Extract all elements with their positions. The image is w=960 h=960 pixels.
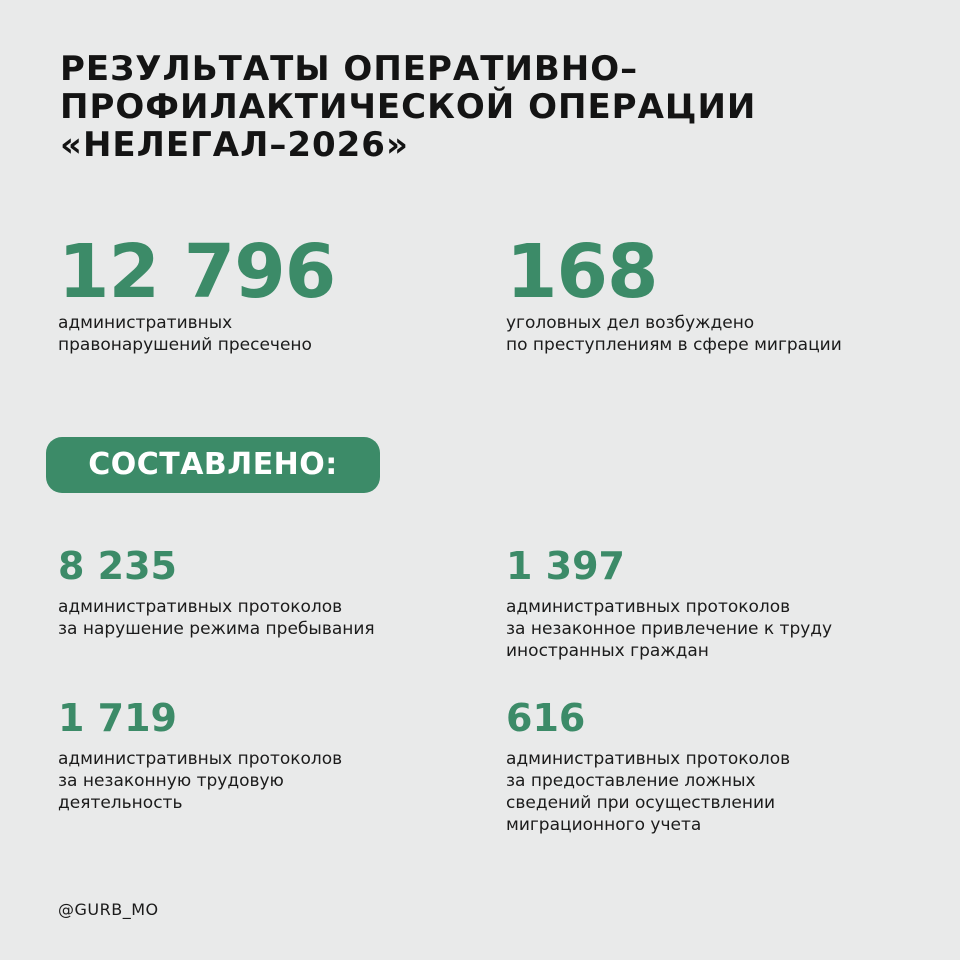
title-line-2: ПРОФИЛАКТИЧЕСКОЙ ОПЕРАЦИИ [60,87,757,127]
stat-offenses-suppressed [58,229,336,356]
title-line-1: РЕЗУЛЬТАТЫ ОПЕРАТИВНО– [60,49,639,89]
title-line-3: «НЕЛЕГАЛ–2026» [60,125,409,165]
stat-number: 12 796 [58,229,336,315]
section-label-badge: СОСТАВЛЕНО: [46,437,380,493]
stat-criminal-cases [506,229,842,356]
stat-illegal-work [58,696,342,814]
stat-description-line: деятельность [58,793,183,813]
stat-number: 616 [506,696,586,740]
stat-description-line: административных [58,313,233,333]
stat-description-line: уголовных дел возбуждено [506,313,755,333]
stat-description-line: миграционного учета [506,815,702,835]
stat-description-line: правонарушений пресечено [58,335,312,355]
stat-description-line: за незаконную трудовую [58,771,284,791]
stat-false-information [506,696,790,836]
social-handle: @GURB_MO [58,900,159,919]
stat-number: 1 397 [506,544,625,588]
stat-number: 8 235 [58,544,177,588]
page-title [60,50,920,164]
stat-number: 168 [506,229,658,315]
stat-description-line: по преступлениям в сфере миграции [506,335,842,355]
stat-residence-violations [58,544,375,640]
stat-description-line: административных протоколов [506,597,791,617]
stat-description-line: административных протоколов [506,749,791,769]
stat-description-line: за нарушение режима пребывания [58,619,375,639]
stat-description-line: административных протоколов [58,597,343,617]
stat-illegal-hiring [506,544,832,662]
stat-description-line: за предоставление ложных [506,771,756,791]
stat-description-line: за незаконное привлечение к труду [506,619,833,639]
stat-description-line: административных протоколов [58,749,343,769]
stat-number: 1 719 [58,696,177,740]
stat-description-line: сведений при осуществлении [506,793,776,813]
stat-description-line: иностранных граждан [506,641,709,661]
